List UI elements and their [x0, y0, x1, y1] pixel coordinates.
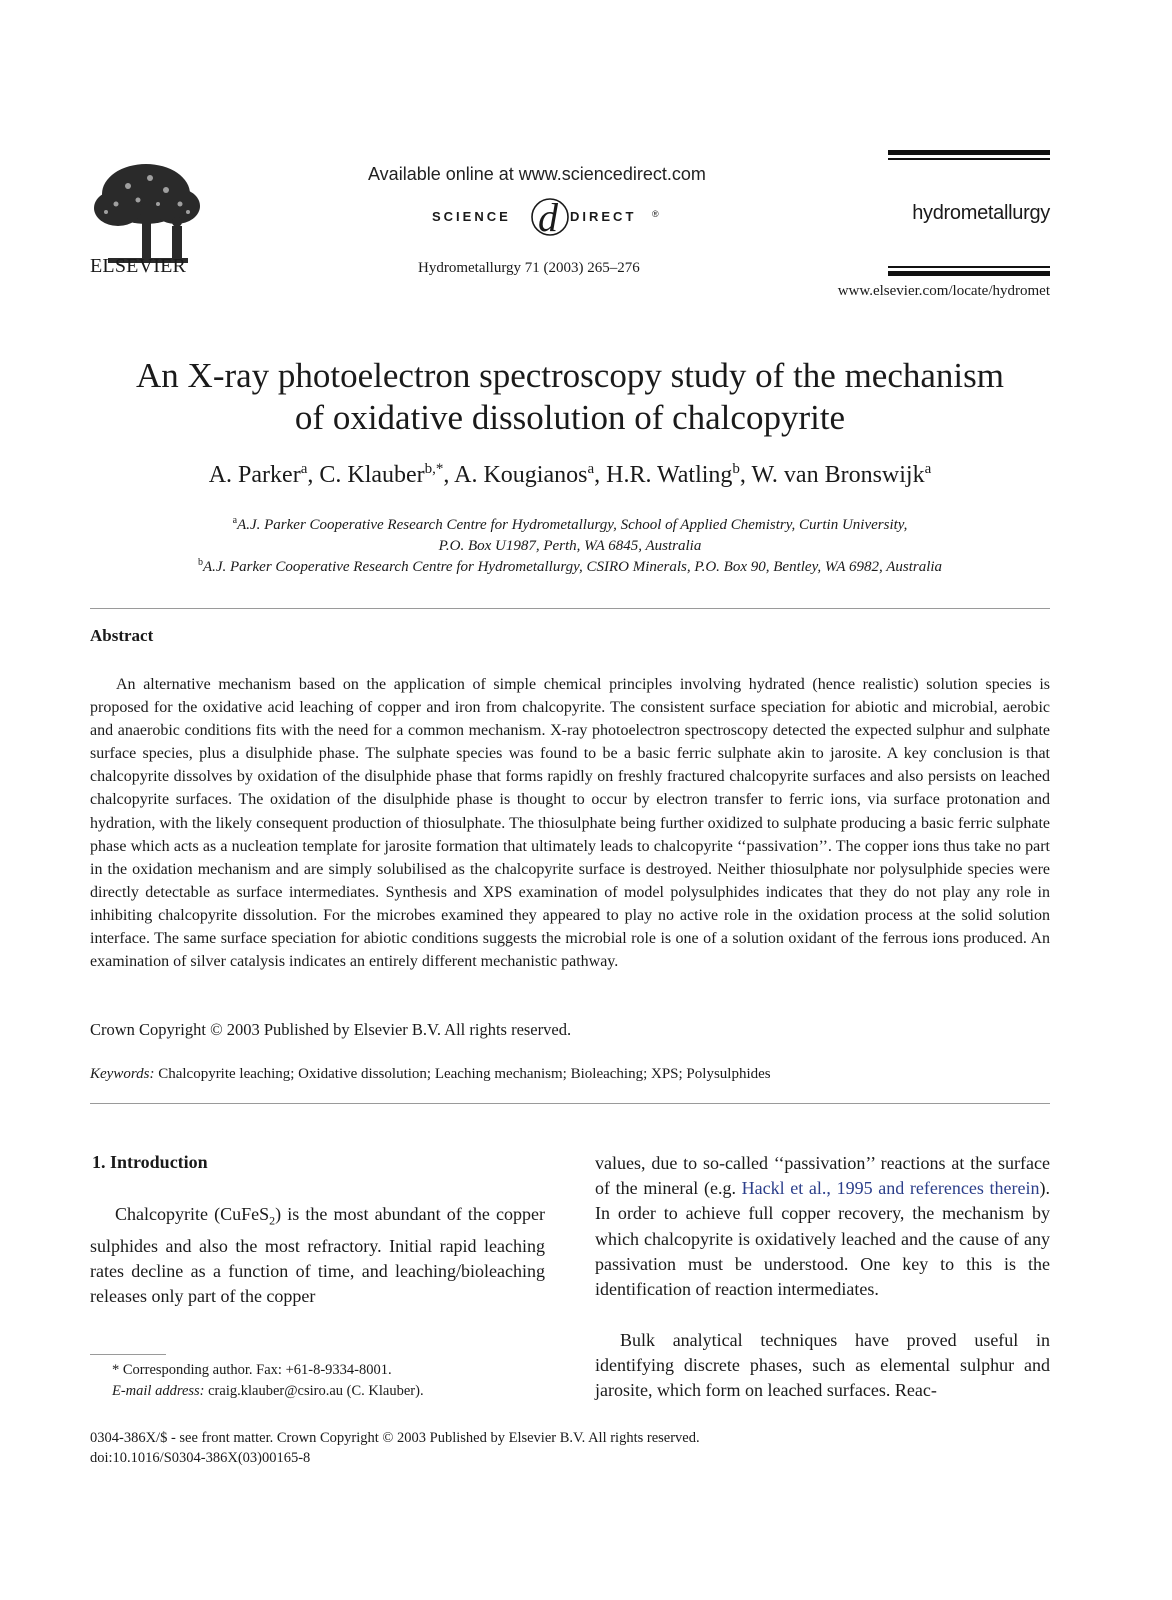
- affiliation-b: [90, 552, 1050, 578]
- keywords: [90, 1066, 1050, 1083]
- affiliation-text: A.J. Parker Cooperative Research Centre for Hydrometallurgy, CSIRO Minerals, P.O. Box 90, Bentley, WA 6982, Australia: [202, 559, 943, 575]
- article-title: [90, 355, 1050, 439]
- citation-link[interactable]: Hackl et al., 1995 and references therein: [741, 1178, 1040, 1199]
- body-paragraph: [595, 1151, 1050, 1302]
- front-matter-notice: 0304-386X/$ - see front matter. Crown Copyright © 2003 Published by Elsevier B.V. All rights reserved.: [90, 1430, 700, 1446]
- keywords-label: Keywords:: [90, 1066, 155, 1082]
- author-affiliation-mark: a: [587, 461, 595, 477]
- body-paragraph: Bulk analytical techniques have proved useful in identifying discrete phases, such as elemental sulphur and jarosite, which form on leached surfaces. Reac-: [595, 1330, 1050, 1401]
- publisher-name: ELSEVIER: [90, 255, 187, 277]
- affiliation-text: P.O. Box U1987, Perth, WA 6845, Australia: [438, 538, 702, 554]
- body-text: Chalcopyrite (CuFeS: [115, 1204, 270, 1224]
- body-text: values, due to so-called ‘‘passivation’’ reactions at the surface of the mineral (e.g.: [595, 1153, 1050, 1199]
- body-text: ). In order to achieve full copper recovery, the mechanism by which chalcopyrite is oxidatively leached and the cause of any passivation must be understood. One key to this is the identification of reaction intermediates.: [595, 1178, 1050, 1300]
- author-name: A. Parker: [208, 462, 301, 488]
- author-name: W. van Bronswijk: [751, 462, 925, 488]
- author-name: H.R. Watling: [606, 462, 733, 488]
- article-title-line: An X-ray photoelectron spectroscopy study of the mechanism: [136, 356, 1004, 395]
- affiliation-mark: a: [232, 515, 238, 526]
- journal-banner-rule: [888, 150, 1050, 155]
- author-name: C. Klauber: [319, 462, 425, 488]
- journal-reference: Hydrometallurgy 71 (2003) 265–276: [418, 260, 640, 276]
- sciencedirect-logo: [430, 195, 670, 239]
- author-affiliation-mark: a: [300, 461, 308, 477]
- journal-url-link[interactable]: www.elsevier.com/locate/hydromet: [837, 283, 1050, 299]
- footnote-corresponding-author: * Corresponding author. Fax: +61-8-9334-8001.: [112, 1362, 392, 1378]
- journal-name: hydrometallurgy: [912, 202, 1050, 224]
- sciencedirect-logo-mark-d: d: [538, 195, 558, 239]
- author-name: A. Kougianos: [454, 462, 588, 488]
- sciencedirect-logo-right: DIRECT: [570, 209, 637, 224]
- footnote-email: [112, 1383, 424, 1400]
- author-list: A. Parker$^a$, C. Klauber$^{b,*}$, A. Kougianos$^a$, H.R. Watling$^b$, W. van Bronswijk$^a$: [208, 461, 932, 488]
- affiliation-text: A.J. Parker Cooperative Research Centre for Hydrometallurgy, School of Applied Chemistry, Curtin University,: [237, 517, 908, 533]
- abstract-copyright: Crown Copyright © 2003 Published by Elsevier B.V. All rights reserved.: [90, 1020, 572, 1039]
- sciencedirect-logo-left: SCIENCE: [432, 209, 511, 224]
- journal-banner-rule: [888, 271, 1050, 276]
- abstract-text: An alternative mechanism based on the application of simple chemical principles involving hydrated (hence realistic) solution species is proposed for the oxidative acid leaching of copper and iron from chalcopyrite. The consistent surface speciation for abiotic and microbial, aerobic and anaerobic conditions fits with the need for a common mechanism. X-ray photoelectron spectroscopy detected the expected sulphur and sulphate surface species, plus a disulphide phase. The sulphate species was found to be a basic ferric sulphate akin to jarosite. A key conclusion is that chalcopyrite dissolves by oxidation of the disulphide phase that forms rapidly on freshly fractured chalcopyrite surfaces and also persists on leached chalcopyrite surfaces. The oxidation of the disulphide phase is thought to occur by electron transfer to ferric ions, via surface protonation and hydration, with the likely consequent production of thiosulphate. The thiosulphate being further oxidized to sulphate producing a basic ferric sulphate phase which acts as a nucleation template for jarosite formation that ultimately leads to chalcopyrite ‘‘passivation’’. The copper ions thus take no part in the oxidation mechanism and are simply solubilised as the chalcopyrite surface is destroyed. Neither thiosulphate nor polysulphide species were directly detectable as surface intermediates. Synthesis and XPS examination of model polysulphides indicates that they do not play any role in inhibiting chalcopyrite dissolution. For the microbes examined they appeared to play no active role in the oxidation process at the solid solution interface. The same surface speciation for abiotic conditions suggests the microbial role is one of a solution oxidant of the ferrous ions produced. An examination of silver catalysis indicates an entirely different mechanistic pathway.: [90, 676, 1050, 971]
- journal-banner-rule: [888, 158, 1050, 160]
- affiliation-a: [90, 510, 1050, 557]
- section-divider: [90, 1103, 1050, 1104]
- keywords-list: Chalcopyrite leaching; Oxidative dissolution; Leaching mechanism; Bioleaching; XPS; Polysulphides: [158, 1066, 771, 1082]
- author-affiliation-mark: b: [732, 461, 740, 477]
- doi[interactable]: doi:10.1016/S0304-386X(03)00165-8: [90, 1450, 311, 1466]
- subscript: 2: [269, 1213, 276, 1228]
- body-text: ) is the most abundant of the copper sulphides and also the most refractory. Initial rapid leaching rates decline as a function of time, and leaching/bioleaching releases only part of the copper: [90, 1204, 546, 1307]
- journal-banner-rule: [888, 266, 1050, 268]
- article-title-line: of oxidative dissolution of chalcopyrite: [294, 398, 846, 437]
- body-paragraph: [90, 1202, 545, 1309]
- section-heading-introduction: 1. Introduction: [92, 1152, 208, 1172]
- available-online-text: Available online at www.sciencedirect.com: [368, 164, 706, 184]
- email-label: E-mail address:: [112, 1383, 205, 1399]
- affiliation-mark: b: [197, 557, 203, 568]
- abstract-heading: Abstract: [90, 626, 154, 645]
- footnote-rule: [90, 1354, 166, 1355]
- author-affiliation-mark[interactable]: b,*: [424, 461, 444, 477]
- registered-mark: ®: [652, 209, 659, 219]
- email-address[interactable]: craig.klauber@csiro.au (C. Klauber).: [208, 1383, 424, 1399]
- section-divider: [90, 608, 1050, 609]
- author-affiliation-mark: a: [924, 461, 932, 477]
